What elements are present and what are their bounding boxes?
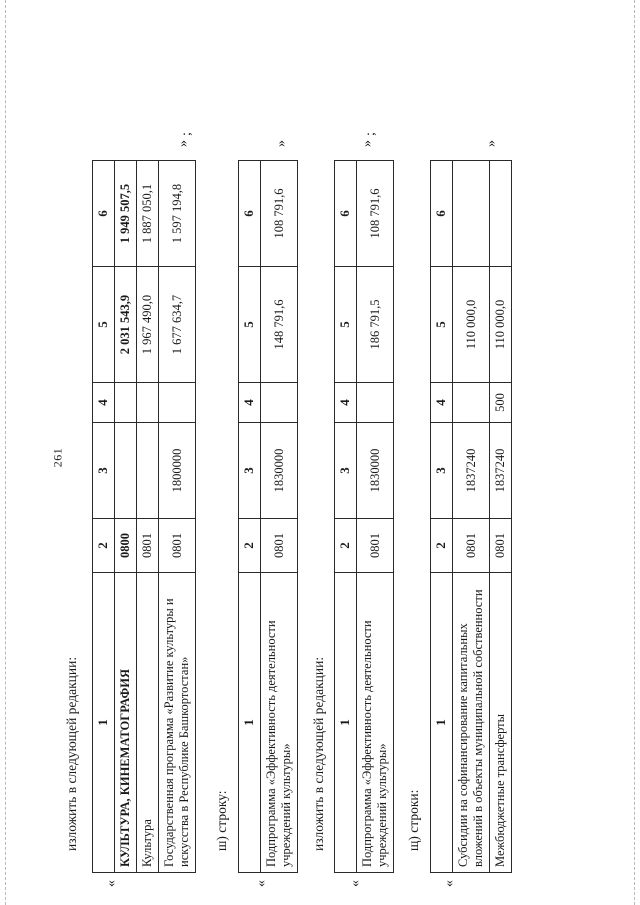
header-col-6: 6	[335, 161, 357, 267]
header-col-2: 2	[239, 519, 261, 573]
row-amount-2: 1 887 050,1	[137, 161, 159, 267]
header-col-5: 5	[239, 267, 261, 383]
row-expense-type	[357, 383, 394, 423]
header-col-4: 4	[431, 383, 453, 423]
scan-edge-left	[5, 0, 6, 905]
open-quote-3: «	[348, 880, 363, 887]
header-col-2: 2	[431, 519, 453, 573]
row-amount-1: 110 000,0	[453, 267, 490, 383]
row-target-code	[137, 423, 159, 519]
row-name: Государственная программа «Развитие культуры и искусства в Республике Башкортостан»	[159, 573, 196, 873]
header-col-6: 6	[431, 161, 453, 267]
row-amount-2: 1 597 194,8	[159, 161, 196, 267]
table-row	[490, 161, 512, 873]
table-header-row	[335, 161, 357, 873]
row-target-code: 1830000	[357, 423, 394, 519]
row-section-code: 0801	[159, 519, 196, 573]
row-expense-type	[115, 383, 137, 423]
row-section-code: 0800	[115, 519, 137, 573]
table-row	[159, 161, 196, 873]
header-col-4: 4	[335, 383, 357, 423]
header-col-3: 3	[239, 423, 261, 519]
row-amount-2: 108 791,6	[357, 161, 394, 267]
intro-text-2: ш) строку:	[214, 790, 229, 851]
scan-edge-right	[634, 0, 635, 905]
row-amount-1: 186 791,5	[357, 267, 394, 383]
row-amount-1: 148 791,6	[261, 267, 298, 383]
open-quote-4: «	[442, 880, 457, 887]
row-section-code: 0801	[490, 519, 512, 573]
intro-text-3: изложить в следующей редакции:	[311, 656, 326, 851]
header-col-6: 6	[93, 161, 115, 267]
table-row	[453, 161, 490, 873]
budget-table-2	[238, 160, 298, 873]
table-header-row	[431, 161, 453, 873]
header-col-2: 2	[335, 519, 357, 573]
row-amount-2: 108 791,6	[261, 161, 298, 267]
header-col-1: 1	[431, 573, 453, 873]
header-col-1: 1	[239, 573, 261, 873]
row-amount-2	[490, 161, 512, 267]
header-col-6: 6	[239, 161, 261, 267]
row-name: Подпрограмма «Эффективность деятельности учреждений культуры»	[357, 573, 394, 873]
row-target-code: 1830000	[261, 423, 298, 519]
semicolon-1: ;	[179, 132, 194, 136]
row-name: Межбюджетные трансферты	[490, 573, 512, 873]
rotated-page-content	[56, 41, 576, 891]
table-row	[115, 161, 137, 873]
row-amount-1: 2 031 543,9	[115, 267, 137, 383]
close-quote-4: »	[484, 140, 499, 147]
close-quote-3: »	[360, 140, 375, 147]
row-name: Подпрограмма «Эффективность деятельности учреждений культуры»	[261, 573, 298, 873]
header-col-3: 3	[335, 423, 357, 519]
row-section-code: 0801	[137, 519, 159, 573]
close-quote-1: »	[176, 140, 191, 147]
budget-table-1	[92, 160, 196, 873]
header-col-5: 5	[335, 267, 357, 383]
row-section-code: 0801	[261, 519, 298, 573]
row-target-code	[115, 423, 137, 519]
row-expense-type: 500	[490, 383, 512, 423]
header-col-5: 5	[431, 267, 453, 383]
header-col-5: 5	[93, 267, 115, 383]
row-amount-1: 110 000,0	[490, 267, 512, 383]
row-amount-1: 1 967 490,0	[137, 267, 159, 383]
row-expense-type	[137, 383, 159, 423]
intro-text-4: щ) строки:	[406, 789, 421, 851]
semicolon-3: ;	[363, 132, 378, 136]
row-target-code: 1800000	[159, 423, 196, 519]
row-expense-type	[159, 383, 196, 423]
open-quote-1: «	[104, 880, 119, 887]
table-header-row	[93, 161, 115, 873]
open-quote-2: «	[254, 880, 269, 887]
page-number: 261	[50, 447, 65, 468]
close-quote-2: »	[274, 140, 289, 147]
row-target-code: 1837240	[453, 423, 490, 519]
table-header-row	[239, 161, 261, 873]
row-target-code: 1837240	[490, 423, 512, 519]
header-col-1: 1	[93, 573, 115, 873]
row-name: Культура	[137, 573, 159, 873]
budget-table-4	[430, 160, 512, 873]
row-name: Субсидии на софинансирование капитальных вложений в объекты муниципальной собственности	[453, 573, 490, 873]
header-col-3: 3	[93, 423, 115, 519]
header-col-1: 1	[335, 573, 357, 873]
table-row	[357, 161, 394, 873]
row-amount-2	[453, 161, 490, 267]
header-col-4: 4	[239, 383, 261, 423]
row-expense-type	[453, 383, 490, 423]
row-amount-2: 1 949 507,5	[115, 161, 137, 267]
intro-text-1: изложить в следующей редакции:	[64, 656, 79, 851]
row-section-code: 0801	[453, 519, 490, 573]
header-col-4: 4	[93, 383, 115, 423]
budget-table-3	[334, 160, 394, 873]
header-col-3: 3	[431, 423, 453, 519]
table-row	[261, 161, 298, 873]
table-row	[137, 161, 159, 873]
header-col-2: 2	[93, 519, 115, 573]
row-expense-type	[261, 383, 298, 423]
row-amount-1: 1 677 634,7	[159, 267, 196, 383]
row-section-code: 0801	[357, 519, 394, 573]
row-name: КУЛЬТУРА, КИНЕМАТОГРАФИЯ	[115, 573, 137, 873]
